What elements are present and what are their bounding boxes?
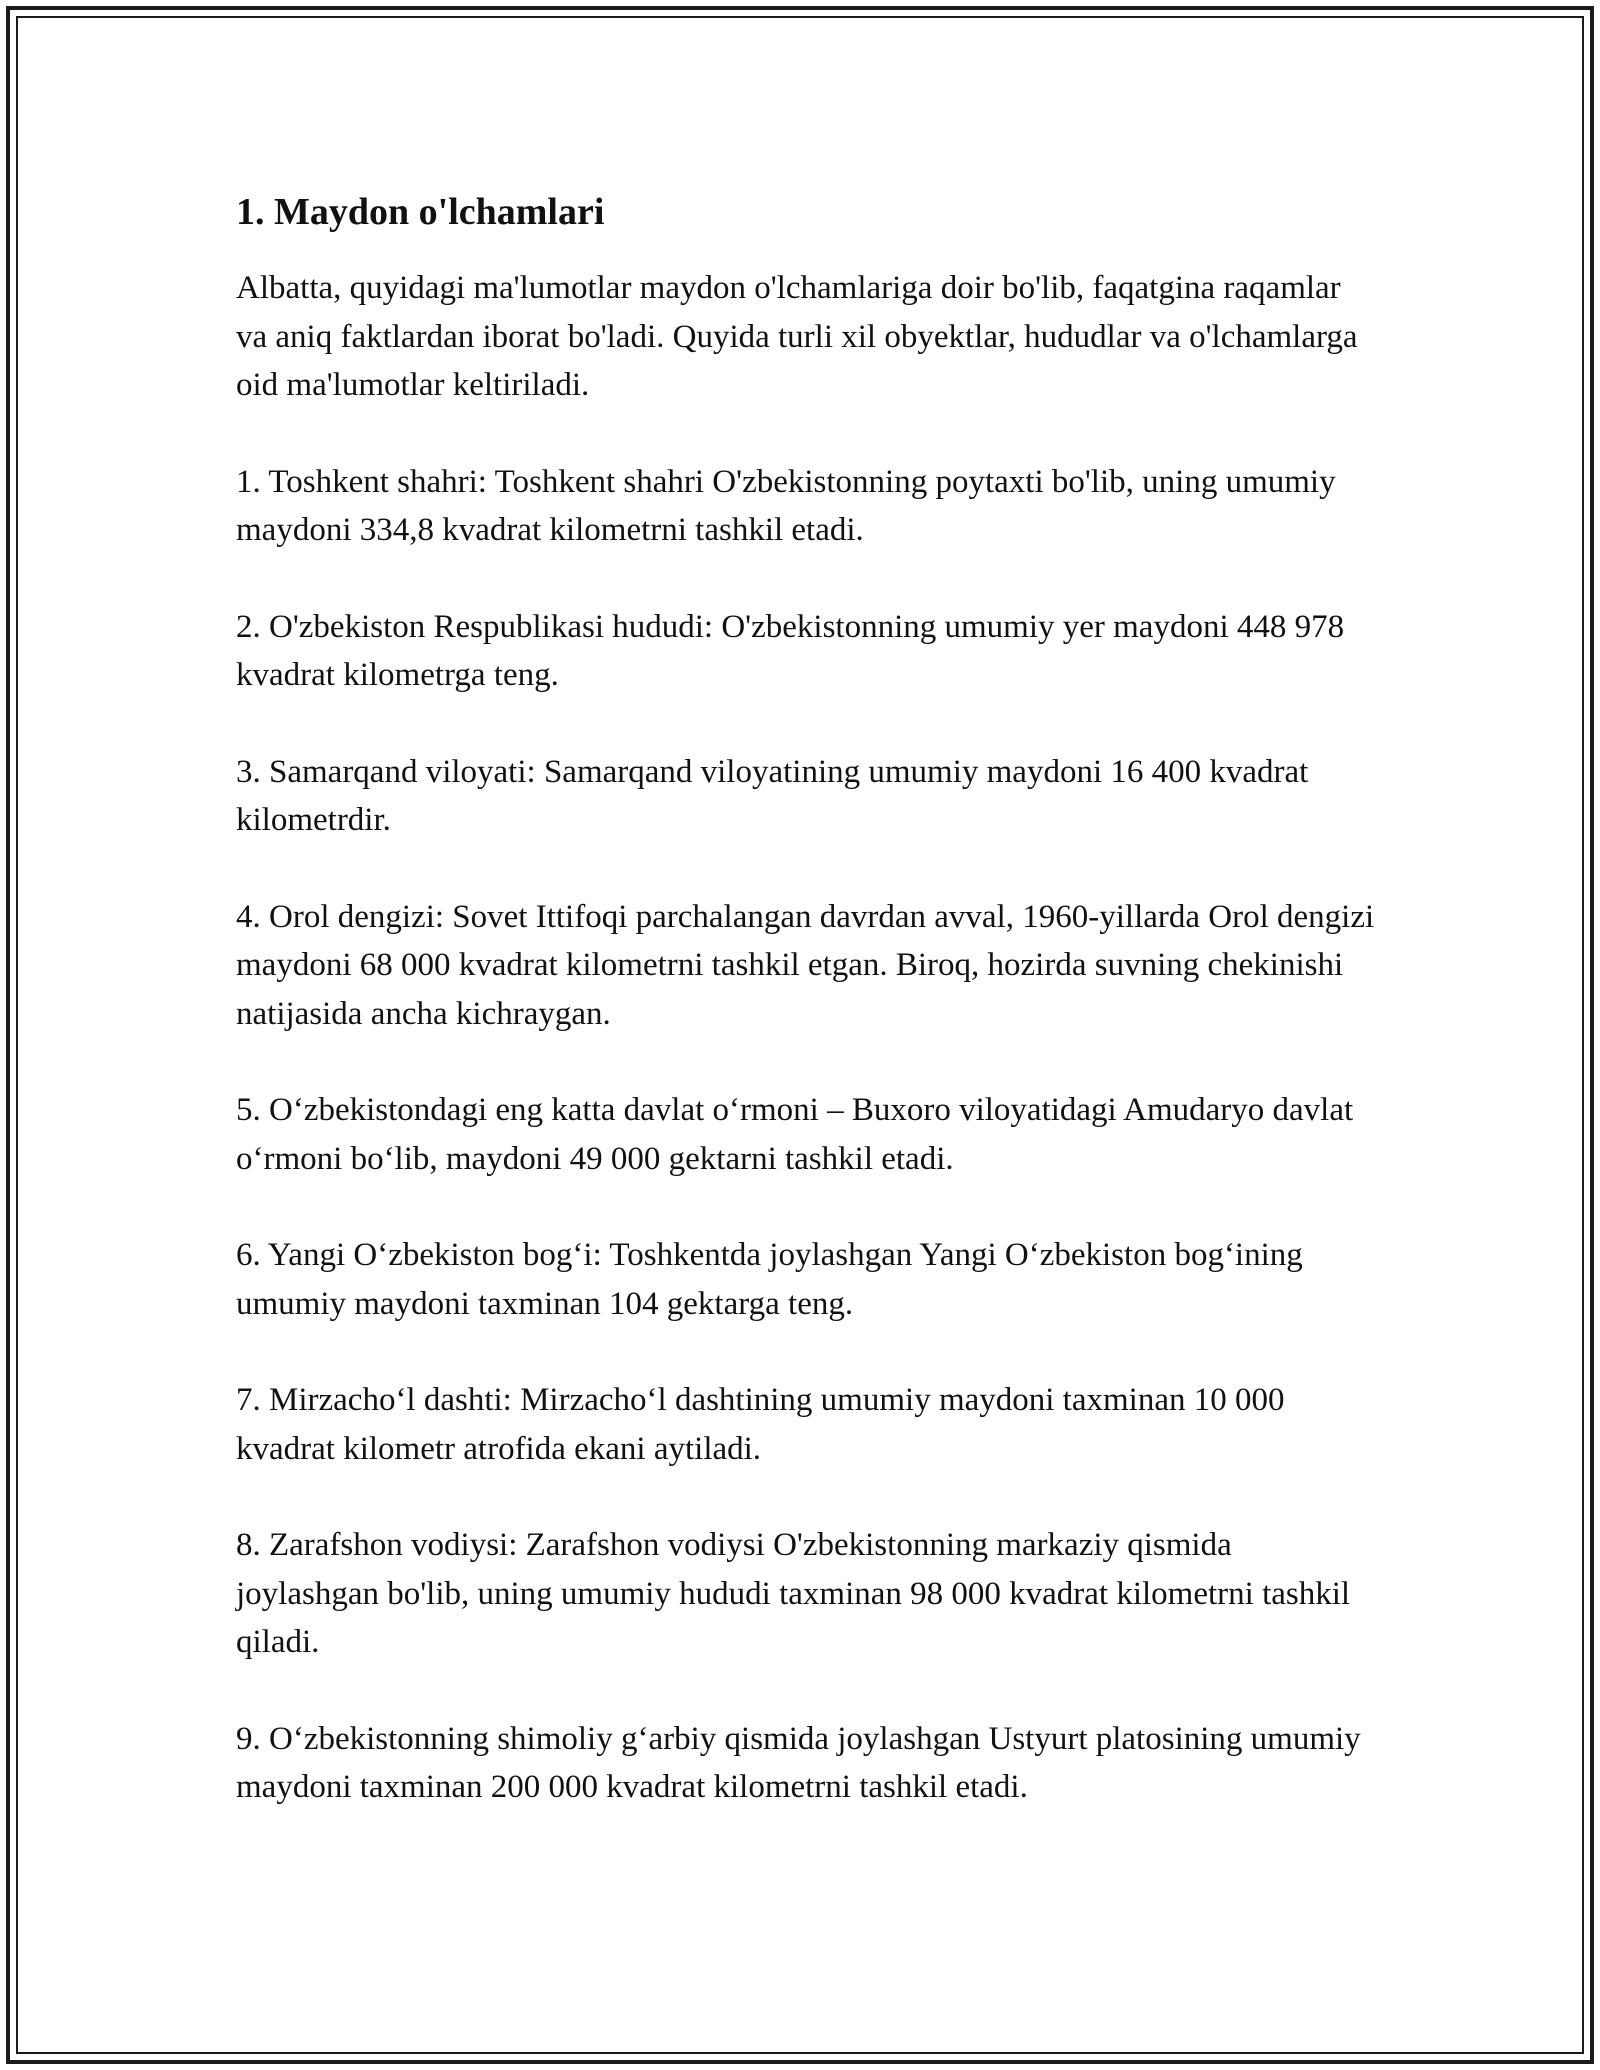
list-item-ustyurt: 9. O‘zbekistonning shimoliy g‘arbiy qismida joylashgan Ustyurt platosining umumiy maydoni taxminan 200 000 kvadrat kilometrni tashkil etadi. bbox=[236, 1720, 1361, 1805]
list-item-ormon: 5. O‘zbekistondagi eng katta davlat o‘rmoni – Buxoro viloyatidagi Amudaryo davlat o‘rmoni bo‘lib, maydoni 49 000 gektarni tashkil etadi. bbox=[236, 1092, 1354, 1177]
list-item-toshkent: 1. Toshkent shahri: Toshkent shahri O'zbekistonning poytaxti bo'lib, uning umumiy maydoni 334,8 kvadrat kilometrni tashkil etadi. bbox=[236, 463, 1336, 548]
list-item-mirzachol: 7. Mirzacho‘l dashti: Mirzacho‘l dashtining umumiy maydoni taxminan 10 000 kvadrat kilometr atrofida ekani aytiladi. bbox=[236, 1382, 1285, 1467]
intro-paragraph: Albatta, quyidagi ma'lumotlar maydon o'lchamlariga doir bo'lib, faqatgina raqamlar va aniq faktlardan iborat bo'ladi. Quyida turli xil obyektlar, hududlar va o'lchamlarga oid ma'lumotlar keltiriladi. bbox=[236, 270, 1358, 403]
document-content bbox=[236, 186, 1376, 1860]
list-item-uzbekistan: 2. O'zbekiston Respublikasi hududi: O'zbekistonning umumiy yer maydoni 448 978 kvadrat kilometrga teng. bbox=[236, 608, 1345, 693]
section-heading: 1. Maydon o'lchamlari bbox=[236, 191, 605, 233]
list-item-bog: 6. Yangi O‘zbekiston bog‘i: Toshkentda joylashgan Yangi O‘zbekiston bog‘ining umumiy maydoni taxminan 104 gektarga teng. bbox=[236, 1237, 1303, 1322]
list-item-orol: 4. Orol dengizi: Sovet Ittifoqi parchalangan davrdan avval, 1960-yillarda Orol dengizi maydoni 68 000 kvadrat kilometrni tashkil etgan. Biroq, hozirda suvning chekinishi natijasida ancha kichraygan. bbox=[236, 898, 1375, 1032]
list-item-samarqand: 3. Samarqand viloyati: Samarqand viloyatining umumiy maydoni 16 400 kvadrat kilometrdir. bbox=[236, 753, 1309, 838]
list-item-zarafshon: 8. Zarafshon vodiysi: Zarafshon vodiysi O'zbekistonning markaziy qismida joylashgan bo'lib, uning umumiy hududi taxminan 98 000 kvadrat kilometrni tashkil qiladi. bbox=[236, 1527, 1351, 1660]
